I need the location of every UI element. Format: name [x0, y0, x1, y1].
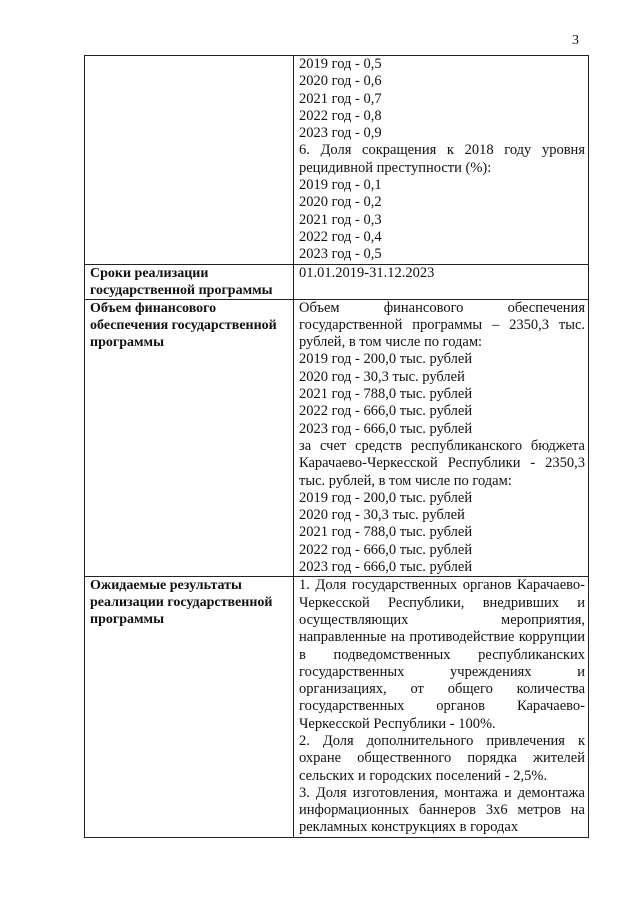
table-row-expected-results — [85, 577, 589, 837]
list-item: 2021 год - 788,0 тыс. рублей — [299, 386, 473, 403]
row-label — [85, 56, 294, 265]
list-item: 2020 год - 30,3 тыс. рублей — [299, 507, 465, 524]
list-item: 2021 год - 788,0 тыс. рублей — [299, 524, 473, 541]
list-item: 2020 год - 30,3 тыс. рублей — [299, 368, 465, 385]
row-value: 01.01.2019-31.12.2023 — [294, 264, 589, 299]
list-item: 2021 год - 0,3 — [299, 211, 382, 228]
result-item: 1. Доля государственных органов Карачаево-Черкесской Республики, внедривших и осуществляющих мероприятия, направленные на противодействие коррупции в подведомственных республиканских государственных учреждениях и организациях, от общего количества государственных органов Карачаево-Черкесской Республики - 100%. — [299, 577, 585, 732]
list-item: 2023 год - 0,5 — [299, 246, 382, 263]
list-item: 2023 год - 0,9 — [299, 125, 382, 142]
indicator-paragraph: 6. Доля сокращения к 2018 году уровня рецидивной преступности (%): — [299, 142, 585, 176]
row-label: Сроки реализации государственной программы — [85, 264, 294, 299]
table-row-indicators — [85, 56, 589, 265]
list-item: 2019 год - 0,5 — [299, 56, 382, 72]
list-item: 2019 год - 0,1 — [299, 177, 382, 194]
row-label: Объем финансового обеспечения государственной программы — [85, 299, 294, 577]
page-number: 3 — [572, 33, 579, 48]
list-item: 2021 год - 0,7 — [299, 90, 382, 107]
list-item: 2022 год - 666,0 тыс. рублей — [299, 403, 473, 420]
list-item: 2019 год - 200,0 тыс. рублей — [299, 351, 473, 368]
row-value — [294, 56, 589, 265]
row-value — [294, 299, 589, 577]
list-item: 2020 год - 0,6 — [299, 73, 382, 90]
list-item: 2022 год - 0,4 — [299, 228, 382, 245]
list-item: 2022 год - 666,0 тыс. рублей — [299, 541, 473, 558]
table-row-period — [85, 264, 589, 299]
financing-budget-paragraph: за счет средств республиканского бюджета Карачаево-Черкесской Республики - 2350,3 тыс. рублей, в том числе по годам: — [299, 437, 585, 489]
row-value — [294, 577, 589, 837]
financing-intro: Объем финансового обеспечения государственной программы – 2350,3 тыс. рублей, в том числе по годам: — [299, 299, 585, 351]
table-row-financing — [85, 299, 589, 577]
list-item: 2020 год - 0,2 — [299, 194, 382, 211]
list-item: 2019 год - 200,0 тыс. рублей — [299, 489, 473, 506]
list-item: 2023 год - 666,0 тыс. рублей — [299, 420, 473, 437]
row-label: Ожидаемые результаты реализации государственной программы — [85, 577, 294, 837]
program-passport-table — [84, 55, 589, 838]
list-item: 2022 год - 0,8 — [299, 107, 382, 124]
result-item: 2. Доля дополнительного привлечения к охране общественного порядка жителей сельских и городских поселений - 2,5%. — [299, 732, 585, 784]
result-item: 3. Доля изготовления, монтажа и демонтажа информационных баннеров 3х6 метров на рекламных конструкциях в городах — [299, 784, 585, 836]
list-item: 2023 год - 666,0 тыс. рублей — [299, 559, 473, 576]
